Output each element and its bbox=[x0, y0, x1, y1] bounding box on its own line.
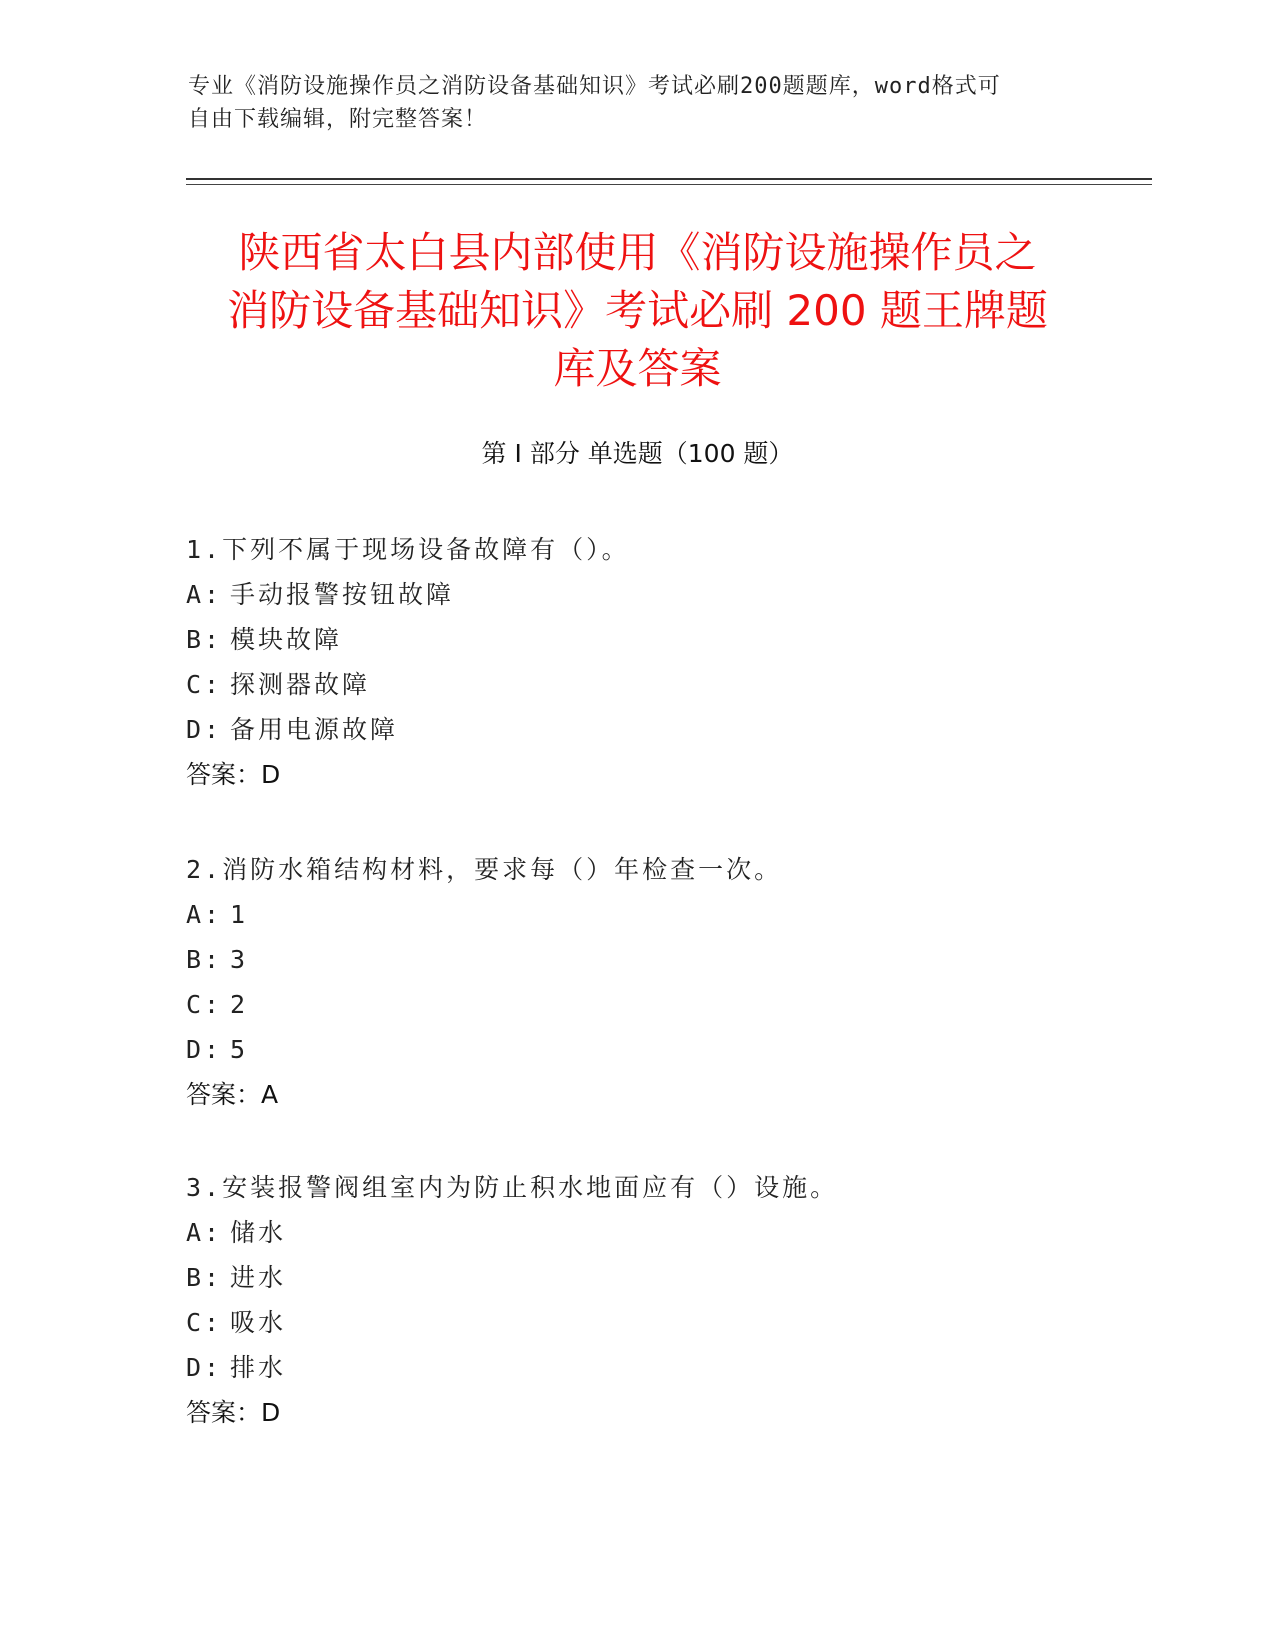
option-letter: C: bbox=[186, 1308, 223, 1337]
question-stem: 2.消防水箱结构材料，要求每（）年检查一次。 bbox=[186, 855, 783, 884]
answer-label: 答案：A bbox=[186, 1080, 279, 1109]
option-b bbox=[186, 617, 1166, 662]
option-text: 2 bbox=[230, 990, 249, 1019]
question-item bbox=[186, 1165, 1166, 1435]
option-text: 探测器故障 bbox=[230, 670, 371, 699]
header-note-line-2: 自由下载编辑，附完整答案！ bbox=[188, 107, 488, 132]
option-text: 5 bbox=[230, 1035, 249, 1064]
option-text: 手动报警按钮故障 bbox=[230, 580, 455, 609]
question-stem: 3.安装报警阀组室内为防止积水地面应有（）设施。 bbox=[186, 1173, 839, 1202]
answer-label: 答案：D bbox=[186, 760, 281, 789]
option-a bbox=[186, 572, 1166, 617]
option-letter: B: bbox=[186, 625, 223, 654]
option-a bbox=[186, 1210, 1166, 1255]
option-text: 储水 bbox=[230, 1218, 287, 1247]
option-text: 进水 bbox=[230, 1263, 287, 1292]
option-text: 排水 bbox=[230, 1353, 287, 1382]
option-b bbox=[186, 1255, 1166, 1300]
option-d bbox=[186, 1027, 1166, 1072]
option-text: 1 bbox=[230, 900, 249, 929]
option-letter: B: bbox=[186, 1263, 223, 1292]
option-c bbox=[186, 662, 1166, 707]
section-title: 第 I 部分 单选题（100 题） bbox=[481, 439, 794, 468]
header-note-line-1: 专业《消防设施操作员之消防设备基础知识》考试必刷200题题库，word格式可 bbox=[188, 74, 1001, 99]
option-letter: D: bbox=[186, 715, 223, 744]
option-c bbox=[186, 982, 1166, 1027]
answer-label: 答案：D bbox=[186, 1398, 281, 1427]
document-header-note bbox=[188, 70, 1068, 136]
option-text: 备用电源故障 bbox=[230, 715, 399, 744]
option-letter: A: bbox=[186, 580, 223, 609]
document-title bbox=[160, 224, 1115, 398]
header-divider-thick bbox=[186, 178, 1152, 180]
document-title-line-3: 库及答案 bbox=[553, 344, 722, 393]
document-title-line-1: 陕西省太白县内部使用《消防设施操作员之 bbox=[238, 228, 1037, 277]
option-letter: A: bbox=[186, 900, 223, 929]
option-a bbox=[186, 892, 1166, 937]
option-b bbox=[186, 937, 1166, 982]
option-letter: C: bbox=[186, 990, 223, 1019]
header-divider-thin bbox=[186, 184, 1152, 185]
document-title-line-2: 消防设备基础知识》考试必刷 200 题王牌题 bbox=[227, 286, 1048, 335]
option-c bbox=[186, 1300, 1166, 1345]
question-stem: 1.下列不属于现场设备故障有（）。 bbox=[186, 535, 630, 564]
option-letter: A: bbox=[186, 1218, 223, 1247]
option-text: 3 bbox=[230, 945, 249, 974]
question-item bbox=[186, 847, 1166, 1117]
option-letter: D: bbox=[186, 1035, 223, 1064]
option-text: 模块故障 bbox=[230, 625, 343, 654]
option-letter: C: bbox=[186, 670, 223, 699]
question-item bbox=[186, 527, 1166, 797]
option-d bbox=[186, 1345, 1166, 1390]
option-letter: D: bbox=[186, 1353, 223, 1382]
option-d bbox=[186, 707, 1166, 752]
option-text: 吸水 bbox=[230, 1308, 287, 1337]
option-letter: B: bbox=[186, 945, 223, 974]
